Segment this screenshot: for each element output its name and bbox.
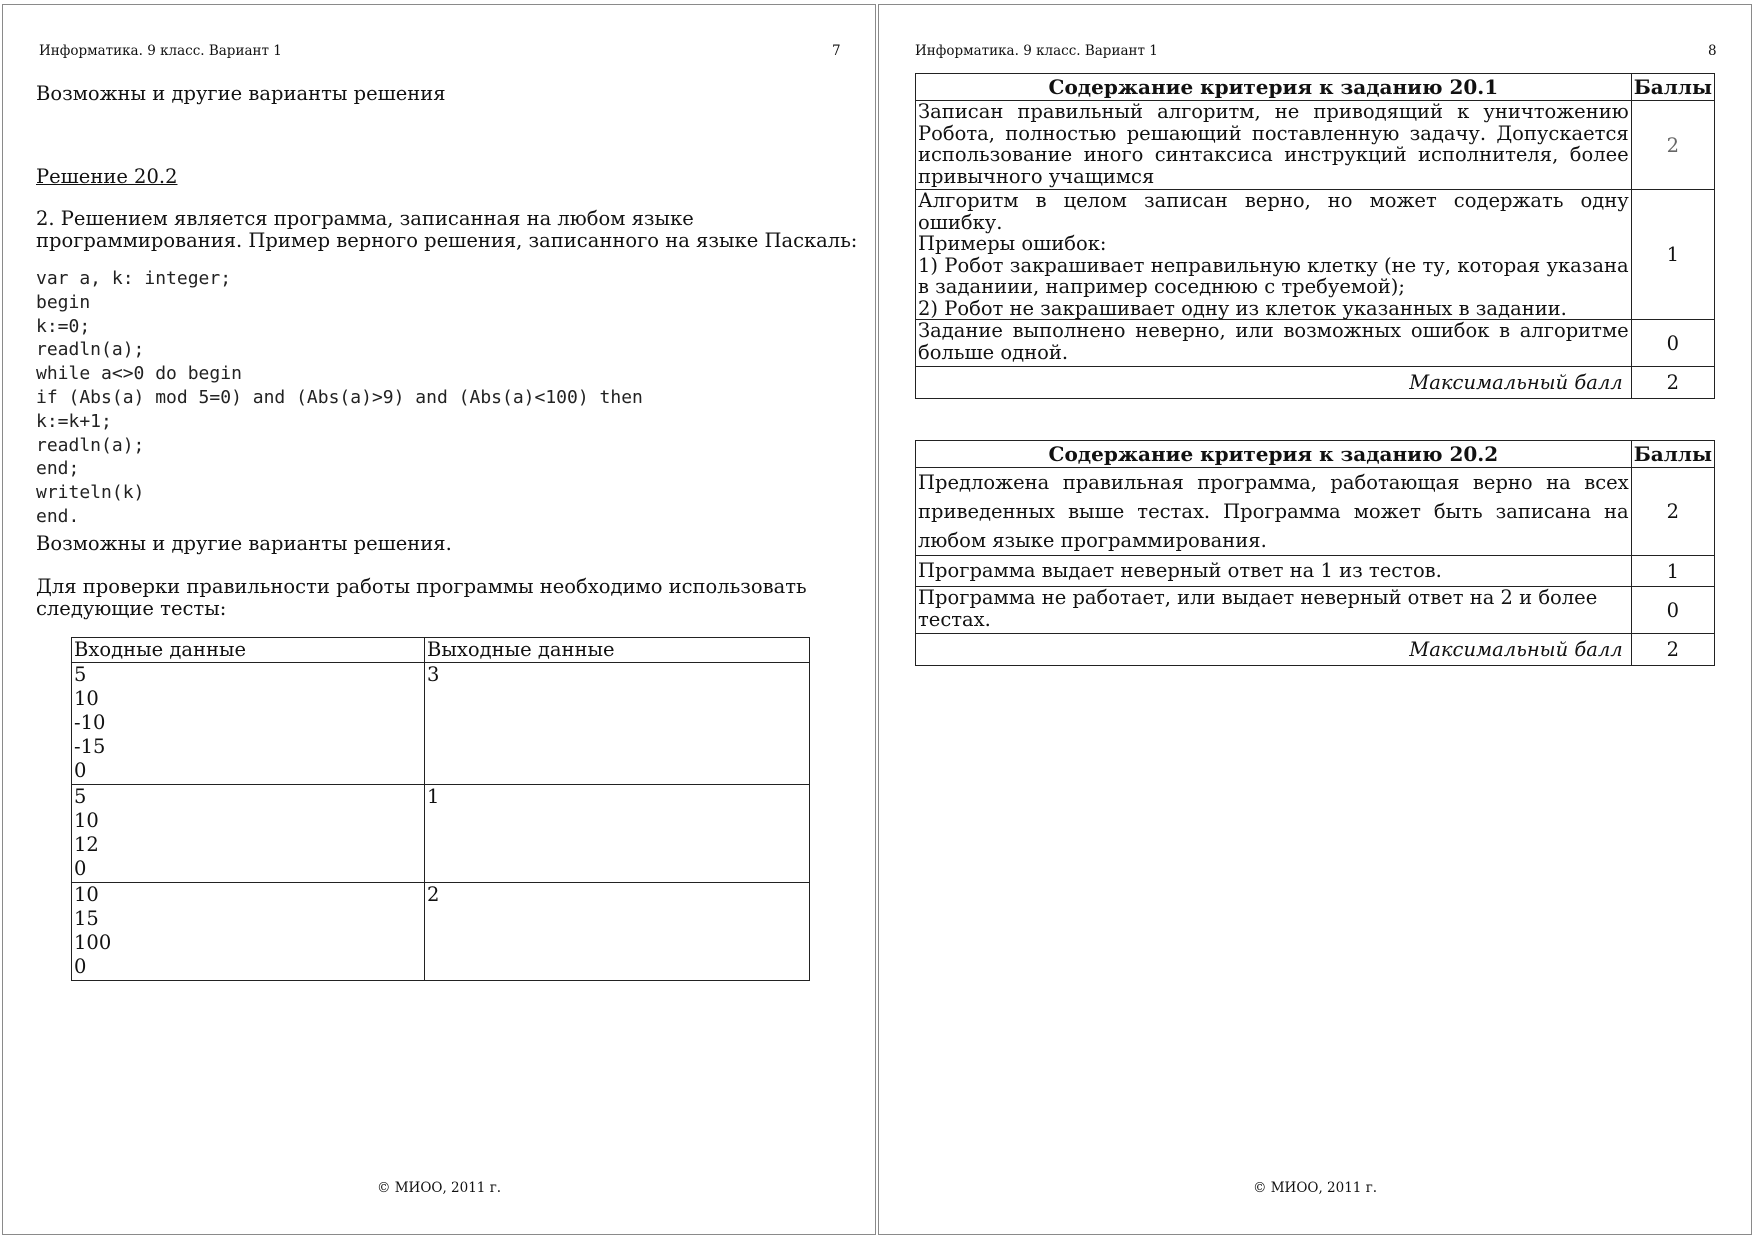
input-value: 10 — [74, 809, 99, 832]
code-line: if (Abs(a) mod 5=0) and (Abs(a)>9) and (Abs(a)<100) then — [36, 386, 643, 408]
solution-heading: Решение 20.2 — [36, 165, 178, 188]
page-header-title: Информатика. 9 класс. Вариант 1 — [915, 43, 1158, 59]
criteria-text-line: 1) Робот закрашивает неправильную клетку (не ту, которая указана в заданиии, например соседнюю с требуемой); — [918, 253, 1629, 298]
max-score-value: 2 — [1631, 367, 1714, 399]
input-cell — [72, 663, 425, 785]
input-value: 12 — [74, 833, 99, 856]
criteria-text-line: Примеры ошибок: — [918, 232, 1107, 255]
solution-intro — [36, 208, 857, 252]
criteria-text-line: Алгоритм в целом записан верно, но может содержать одну ошибку. — [918, 189, 1629, 234]
criteria-header: Содержание критерия к заданию 20.2 — [916, 441, 1632, 468]
criteria-text: Программа не работает, или выдает неверный ответ на 2 и более тестах. — [916, 587, 1632, 634]
code-line: end. — [36, 505, 80, 527]
input-value: 10 — [74, 687, 99, 710]
page-header-title: Информатика. 9 класс. Вариант 1 — [39, 43, 282, 59]
page-number: 7 — [832, 43, 841, 59]
table-row — [916, 320, 1715, 367]
tests-intro — [36, 576, 807, 620]
criteria-score: 0 — [1631, 587, 1714, 634]
tests-table-header-row — [72, 638, 810, 663]
code-line: k:=k+1; — [36, 410, 112, 432]
table-row — [916, 101, 1715, 190]
table-row — [72, 785, 810, 883]
tests-intro-line: следующие тесты: — [36, 597, 227, 620]
table-row — [916, 556, 1715, 587]
max-score-value: 2 — [1631, 634, 1714, 666]
input-cell — [72, 785, 425, 883]
code-line: k:=0; — [36, 315, 91, 337]
input-value: -15 — [74, 735, 106, 758]
input-value: 15 — [74, 907, 99, 930]
input-value: 5 — [74, 785, 87, 808]
criteria-header-row — [916, 441, 1715, 468]
criteria-text: Предложена правильная программа, работающая верно на всех приведенных выше тестах. Программа может быть записана на любом языке программирования. — [916, 468, 1632, 556]
score-header: Баллы — [1631, 441, 1714, 468]
header-input: Входные данные — [72, 638, 425, 663]
input-value: 0 — [74, 759, 87, 782]
solution-intro-line: 2. Решением является программа, записанная на любом языке — [36, 207, 694, 230]
max-score-label: Максимальный балл — [916, 367, 1632, 399]
criteria-score: 1 — [1631, 556, 1714, 587]
header-output: Выходные данные — [425, 638, 810, 663]
input-value: 100 — [74, 931, 112, 954]
page-7 — [2, 4, 876, 1235]
code-line: while a<>0 do begin — [36, 363, 242, 385]
score-header: Баллы — [1631, 74, 1714, 101]
input-cell — [72, 883, 425, 981]
max-score-row — [916, 634, 1715, 666]
intro-text: Возможны и другие варианты решения — [36, 82, 446, 105]
criteria-text: Программа выдает неверный ответ на 1 из тестов. — [916, 556, 1632, 587]
criteria-text — [916, 190, 1632, 320]
criteria-header: Содержание критерия к заданию 20.1 — [916, 74, 1632, 101]
code-line: end; — [36, 458, 80, 480]
criteria-score: 2 — [1631, 101, 1714, 190]
criteria-table-20-1 — [915, 73, 1715, 399]
table-row — [916, 587, 1715, 634]
tests-table — [71, 637, 810, 981]
output-cell: 2 — [425, 883, 810, 981]
page-number: 8 — [1708, 43, 1717, 59]
pascal-code-block — [36, 267, 643, 529]
input-value: 0 — [74, 955, 87, 978]
table-row — [72, 663, 810, 785]
max-score-label: Максимальный балл — [916, 634, 1632, 666]
input-value: 10 — [74, 883, 99, 906]
criteria-text-line: 2) Робот не закрашивает одну из клеток указанных в задании. — [918, 296, 1567, 320]
table-row — [916, 190, 1715, 320]
page-8 — [878, 4, 1752, 1235]
criteria-score: 0 — [1631, 320, 1714, 367]
max-score-row — [916, 367, 1715, 399]
code-line: readln(a); — [36, 339, 145, 361]
code-line: writeln(k) — [36, 482, 145, 504]
output-cell: 3 — [425, 663, 810, 785]
solution-intro-line: программирования. Пример верного решения, записанного на языке Паскаль: — [36, 229, 858, 252]
tests-intro-line: Для проверки правильности работы программы необходимо использовать — [36, 575, 807, 598]
code-line: var a, k: integer; — [36, 268, 232, 289]
criteria-header-row — [916, 74, 1715, 101]
criteria-text: Записан правильный алгоритм, не приводящий к уничтожению Робота, полностью решающий поставленную задачу. Допускается использование иного синтаксиса инструкций исполнителя, более привычного учащимся — [916, 101, 1632, 190]
code-line: readln(a); — [36, 434, 145, 456]
criteria-table-20-2 — [915, 440, 1715, 666]
page-footer: © МИОО, 2011 г. — [1252, 1180, 1378, 1196]
page-footer: © МИОО, 2011 г. — [376, 1180, 502, 1196]
code-line: begin — [36, 291, 91, 313]
table-row — [916, 468, 1715, 556]
criteria-score: 2 — [1631, 468, 1714, 556]
after-code-text: Возможны и другие варианты решения. — [36, 532, 452, 555]
input-value: -10 — [74, 711, 106, 734]
criteria-score: 1 — [1631, 190, 1714, 320]
input-value: 0 — [74, 857, 87, 880]
criteria-text: Задание выполнено неверно, или возможных ошибок в алгоритме больше одной. — [916, 320, 1632, 367]
output-cell: 1 — [425, 785, 810, 883]
input-value: 5 — [74, 663, 87, 686]
table-row — [72, 883, 810, 981]
